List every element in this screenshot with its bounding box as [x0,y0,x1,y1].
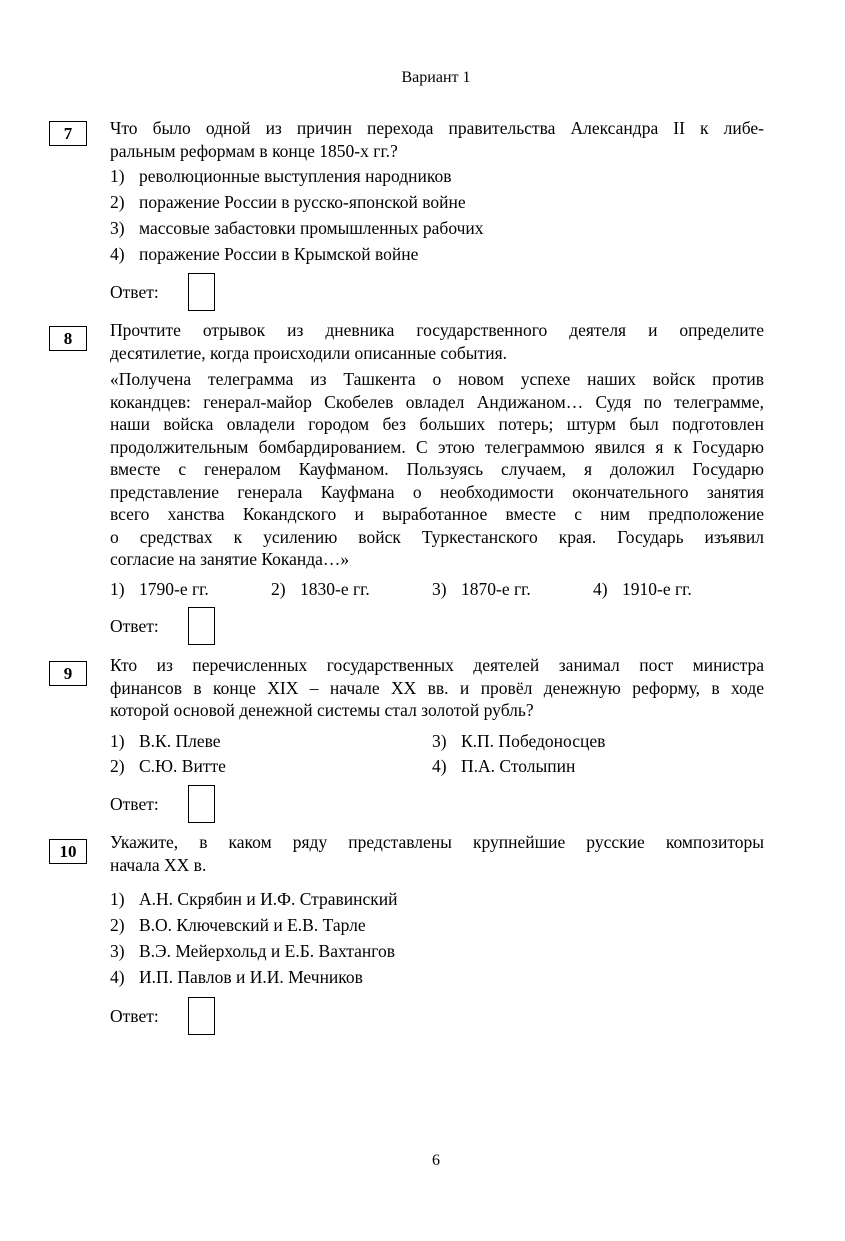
question-7-line-2: ральным реформам в конце 1850-х гг.? [110,140,398,161]
question-7-options [110,163,764,267]
question-7-answer [110,273,215,311]
option-item: 4) поражение России в Крымской войне [110,241,764,267]
page-number: 6 [432,1152,440,1169]
option-item: 2) поражение России в русско-японской войне [110,189,764,215]
question-8-line-2: десятилетие, когда происходили описанные события. [110,342,507,363]
option-text: 1910-е гг. [622,579,692,599]
option-text: В.О. Ключевский и Е.В. Тарле [139,915,366,935]
option-item: 3) К.П. Победоносцев [432,729,754,754]
answer-label: Ответ: [110,1005,159,1026]
answer-label: Ответ: [110,793,159,814]
question-number-7: 7 [49,121,87,146]
option-item: 3) В.Э. Мейерхольд и Е.Б. Вахтангов [110,938,764,964]
option-item: 4) 1910-е гг. [593,576,754,602]
option-text: В.Э. Мейерхольд и Е.Б. Вахтангов [139,941,396,961]
option-item: 2) В.О. Ключевский и Е.В. Тарле [110,912,764,938]
question-9-text [110,654,764,722]
question-9-line-2: финансов в конце XIX – начале XX вв. и провёл денежную реформу, в ходе [110,677,764,698]
question-8-line-1: Прочтите отрывок из дневника государственного деятеля и определите [110,320,764,340]
option-item: 2) 1830-е гг. [271,576,432,602]
answer-box[interactable] [188,785,215,823]
option-text: поражение России в русско-японской войне [139,192,466,212]
quote-line: «Получена телеграмма из Ташкента о новом успехе наших войск против [110,369,764,389]
option-text: С.Ю. Витте [139,756,226,776]
question-10-line-2: начала XX в. [110,854,207,875]
question-9-line-3: которой основой денежной системы стал золотой рубль? [110,700,534,720]
question-8-text [110,319,764,364]
option-item: 2) С.Ю. Витте [110,754,432,779]
question-10-line-1: Укажите, в каком ряду представлены крупнейшие русские композиторы [110,832,764,852]
question-9-line-1: Кто из перечисленных государственных деятелей занимал пост министра [110,655,764,675]
option-item: 3) массовые забастовки промышленных рабочих [110,215,764,241]
quote-line: о средствах к усилению войск Туркестанского края. Государь изъявил [110,526,764,547]
option-item: 1) 1790-е гг. [110,576,271,602]
option-text: А.Н. Скрябин и И.Ф. Стравинский [139,889,398,909]
page-header: Вариант 1 [401,69,471,86]
option-item: 1) А.Н. Скрябин и И.Ф. Стравинский [110,886,764,912]
quote-line: согласие на занятие Коканда…» [110,549,350,569]
question-9-answer [110,785,215,823]
question-10-text [110,831,764,876]
option-text: В.К. Плеве [139,731,221,751]
question-8-answer [110,607,215,645]
answer-box[interactable] [188,997,215,1035]
option-item: 3) 1870-е гг. [432,576,593,602]
option-text: 1830-е гг. [300,579,370,599]
option-text: И.П. Павлов и И.И. Мечников [139,967,363,987]
option-item: 1) революционные выступления народников [110,163,764,189]
option-text: 1870-е гг. [461,579,531,599]
answer-box[interactable] [188,273,215,311]
option-text: К.П. Победоносцев [461,731,606,751]
question-8-options [110,576,764,602]
quote-line: наши войска овладели городом без больших потерь; штурм был подготовлен [110,414,764,434]
answer-label: Ответ: [110,615,159,636]
quote-line: представление генерала Кауфмана о необходимости окончательного занятия [110,481,764,502]
option-text: революционные выступления народников [139,166,452,186]
option-text: поражение России в Крымской войне [139,244,419,264]
question-7-text [110,117,764,162]
question-8-quote [110,368,764,571]
question-number-9: 9 [49,661,87,686]
quote-line: всего ханства Кокандского и выработанное вместе с ним предположение [110,504,764,524]
option-item: 4) П.А. Столыпин [432,754,754,779]
quote-line: кокандцев: генерал-майор Скобелев овладел Андижаном… Судя по телеграмме, [110,391,764,412]
option-text: П.А. Столыпин [461,756,576,776]
option-text: 1790-е гг. [139,579,209,599]
option-text: массовые забастовки промышленных рабочих [139,218,484,238]
quote-line: вместе с генералом Кауфманом. Пользуясь случаем, я доложил Государю [110,459,764,479]
question-10-options [110,886,764,990]
question-9-options [110,729,764,779]
answer-box[interactable] [188,607,215,645]
answer-label: Ответ: [110,281,159,302]
question-10-answer [110,997,215,1035]
quote-line: продолжительным бомбардированием. С этою телеграммою явился я к Государю [110,436,764,457]
option-item: 4) И.П. Павлов и И.И. Мечников [110,964,764,990]
question-7-line-1: Что было одной из причин перехода правительства Александра II к либе- [110,118,764,138]
option-item: 1) В.К. Плеве [110,729,432,754]
question-number-8: 8 [49,326,87,351]
question-number-10: 10 [49,839,87,864]
